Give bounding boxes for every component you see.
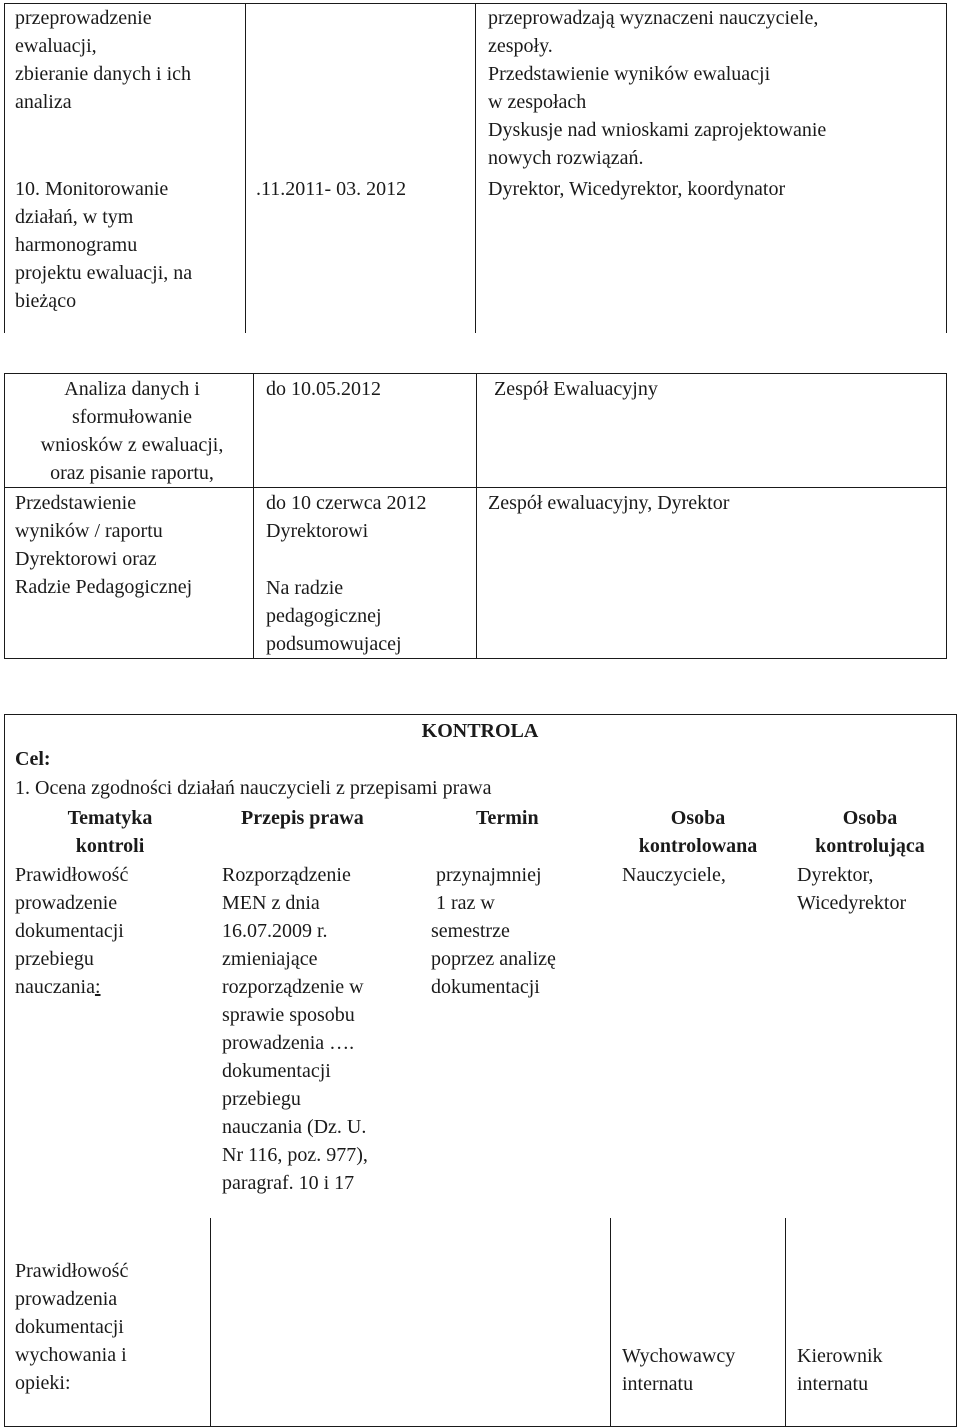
t1-r1-activity: przeprowadzenie ewaluacji, zbieranie danych i ich analiza — [15, 7, 192, 113]
header-osoba-kontrolujaca: Osoba kontrolująca — [815, 807, 925, 857]
r1-tematyka-colon: : — [94, 976, 101, 998]
r1-termin: przynajmniej 1 raz w semestrze poprzez analizę dokumentacji — [431, 864, 556, 998]
r1-przepis: Rozporządzenie MEN z dnia 16.07.2009 r. zmieniające rozporządzenie w sprawie sposobu prowadzenia …. dokumentacji przebiegu nauczania (Dz. U. Nr 116, poz. 977), paragraf. 10 i 17 — [222, 864, 368, 1194]
header-przepis: Przepis prawa — [241, 807, 364, 829]
t2-r1-task: Analiza danych i sformułowanie wniosków z ewaluacji, oraz pisanie raportu, — [40, 378, 224, 484]
cel-item: 1. Ocena zgodności działań nauczycieli z przepisami prawa — [15, 777, 492, 799]
t2-r2-responsible: Zespół ewaluacyjny, Dyrektor — [488, 492, 730, 514]
t1-r1-responsible: przeprowadzają wyznaczeni nauczyciele, zespoły. Przedstawienie wyników ewaluacji w zespołach Dyskusje nad wnioskami zaprojektowanie nowych rozwiązań. — [488, 7, 827, 169]
header-osoba-kontrolowana: Osoba kontrolowana — [638, 807, 758, 857]
t2-r2-date-council: Na radzie pedagogicznej podsumowujacej — [266, 577, 402, 655]
t2-r1-responsible: Zespół Ewaluacyjny — [494, 378, 658, 400]
r2-osoba-kontrolowana: Wychowawcy internatu — [622, 1345, 736, 1395]
r1-osoba-kontrolowana: Nauczyciele, — [622, 864, 726, 886]
r1-tematyka: Prawidłowość prowadzenie dokumentacji przebiegu nauczania: — [15, 864, 129, 998]
header-termin: Termin — [476, 807, 539, 829]
t1-r2-responsible: Dyrektor, Wicedyrektor, koordynator — [488, 178, 786, 200]
kontrola-heading: KONTROLA — [421, 720, 539, 742]
header-tematyka: Tematyka kontroli — [67, 807, 153, 857]
r2-tematyka: Prawidłowość prowadzenia dokumentacji wychowania i opieki: — [15, 1260, 129, 1394]
cel-label: Cel: — [15, 748, 51, 770]
t2-r2-task: Przedstawienie wyników / raportu Dyrektorowi oraz Radzie Pedagogicznej — [15, 492, 193, 598]
t1-r2-date: .11.2011- 03. 2012 — [256, 178, 407, 200]
t2-r2-date-director: do 10 czerwca 2012 Dyrektorowi — [266, 492, 427, 542]
t2-r1-date: do 10.05.2012 — [266, 378, 381, 400]
t1-r2-activity: 10. Monitorowanie działań, w tym harmonogramu projektu ewaluacji, na bieżąco — [15, 178, 193, 312]
r1-tematyka-last: nauczania — [15, 976, 95, 998]
r2-osoba-kontrolujaca: Kierownik internatu — [797, 1345, 883, 1395]
r1-osoba-kontrolujaca: Dyrektor, Wicedyrektor — [797, 864, 907, 914]
